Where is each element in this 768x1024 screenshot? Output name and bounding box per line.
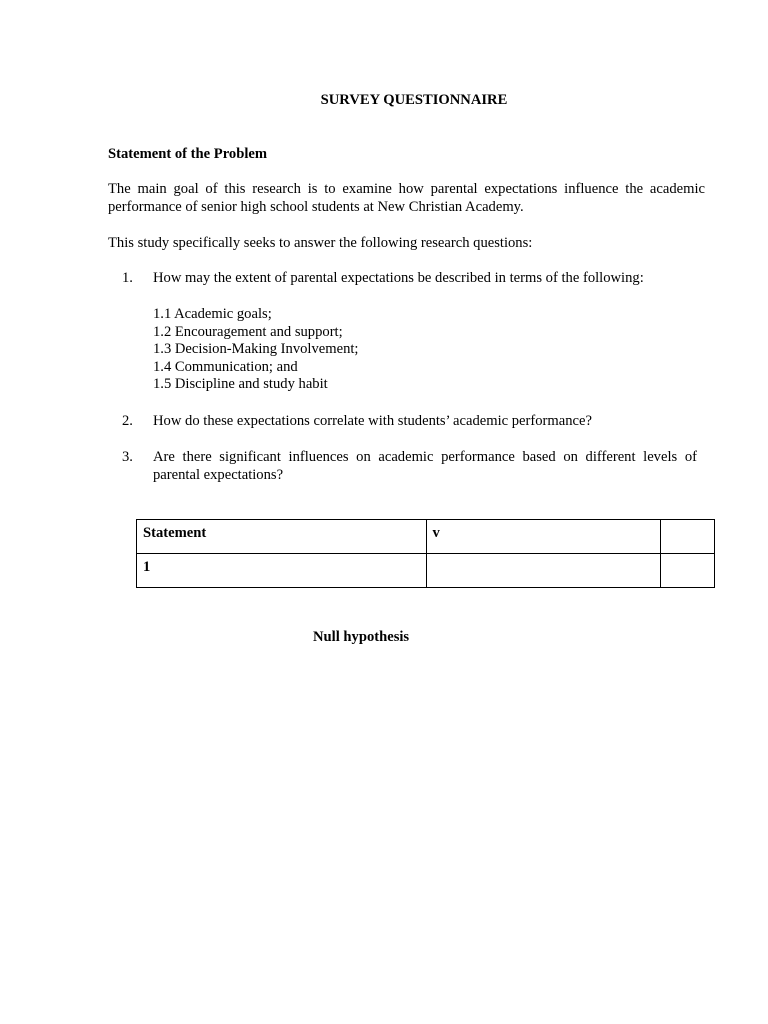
sub-item: 1.3 Decision-Making Involvement; — [153, 341, 359, 358]
survey-table — [136, 519, 715, 588]
table-cell: 1 — [137, 554, 427, 588]
sub-item: 1.1 Academic goals; — [153, 306, 272, 322]
sub-item-list — [153, 306, 359, 394]
table-cell: v — [426, 520, 661, 554]
sub-item: 1.5 Discipline and study habit — [153, 376, 328, 393]
question-text: How may the extent of parental expectations be described in terms of the following: — [153, 270, 644, 286]
intro-paragraph: The main goal of this research is to examine how parental expectations influence the academic performance of senior high school students at New Christian Academy. — [108, 181, 705, 215]
null-hypothesis-heading: Null hypothesis — [313, 629, 410, 645]
table-cell: Statement — [137, 520, 427, 554]
question-number: 3. — [122, 449, 133, 465]
table-cell — [426, 554, 661, 588]
sub-item: 1.4 Communication; and — [153, 358, 298, 375]
table-row — [137, 554, 715, 588]
section-heading: Statement of the Problem — [108, 146, 268, 162]
document-title: SURVEY QUESTIONNAIRE — [320, 92, 508, 108]
table-cell — [661, 520, 715, 554]
question-text: How do these expectations correlate with students’ academic performance? — [153, 413, 592, 429]
table-cell — [661, 554, 715, 588]
question-number: 2. — [122, 413, 133, 429]
research-questions-intro: This study specifically seeks to answer the following research questions: — [108, 235, 533, 251]
sub-item: 1.2 Encouragement and support; — [153, 323, 343, 340]
table-row — [137, 520, 715, 554]
question-text: Are there significant influences on academic performance based on different levels of parental expectations? — [153, 449, 697, 483]
question-number: 1. — [122, 270, 133, 286]
